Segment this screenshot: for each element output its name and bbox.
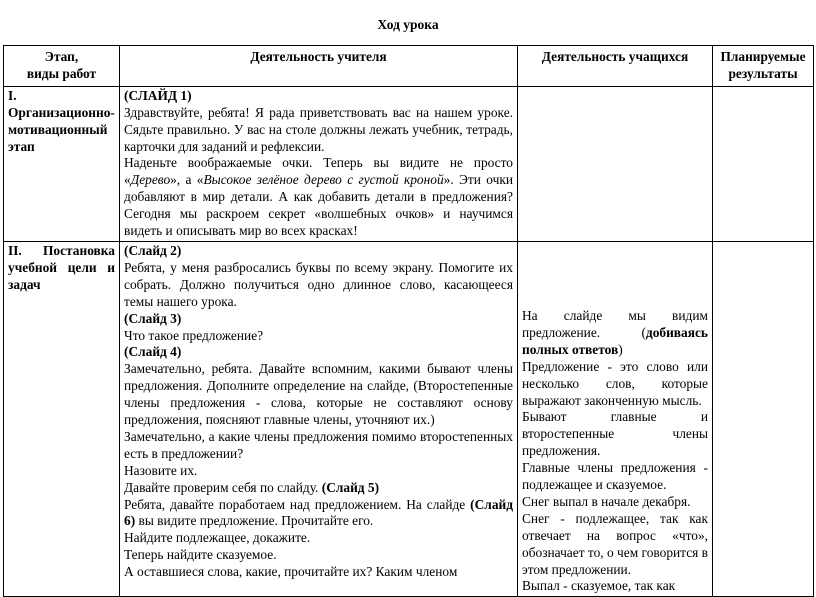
students-cell: [518, 86, 713, 241]
student-text: Снег - подлежащее, так как отвечает на вопрос «что», обозначает то, о чем говорится в этом предложении.: [522, 510, 708, 577]
stage-cell: [4, 86, 120, 241]
teacher-cell: [120, 86, 518, 241]
teacher-text: А оставшиеся слова, какие, прочитайте их? Каким членом: [124, 564, 458, 580]
text-span: Наденьте воображаемые очки. Теперь вы видите не просто «: [124, 155, 513, 188]
stage-text: Постановка: [42, 242, 115, 258]
results-cell: [713, 86, 814, 241]
table-row: [4, 86, 814, 241]
teacher-text: [124, 480, 513, 497]
stage-text: учебной цели и задач: [8, 259, 115, 292]
text-span-italic: Высокое зелёное дерево с густой кроной: [203, 172, 444, 188]
stage-text: Организационно-мотивационный этап: [8, 104, 115, 154]
teacher-text: Назовите их.: [124, 462, 198, 478]
student-text: Предложение - это слово или несколько слов, которые выражают законченную мысль.: [522, 358, 708, 408]
student-text: Главные члены предложения - подлежащее и сказуемое.: [522, 460, 708, 493]
text-span: », а «: [170, 172, 204, 188]
stage-number: II.: [8, 242, 22, 258]
slide-label: (Слайд 6): [124, 496, 513, 529]
slide-label: (Слайд 5): [321, 479, 380, 495]
teacher-text: Здравствуйте, ребята! Я рада приветствовать вас на нашем уроке. Сядьте правильно. У вас на столе должны лежать учебник, тетрадь, карточки для заданий и рефлексии.: [124, 104, 513, 154]
teacher-cell: [120, 241, 518, 596]
page-title: Ход урока: [377, 17, 439, 32]
text-span: Давайте проверим себя по слайду.: [124, 479, 322, 495]
lesson-table: [3, 45, 814, 597]
text-span: На слайде мы видим предложение. (: [522, 307, 708, 340]
text-span: Ребята, давайте поработаем над предложением. На слайде: [124, 496, 471, 512]
text-span: ): [618, 341, 623, 357]
teacher-text: Ребята, у меня разбросались буквы по всему экрану. Помогите их собрать. Должно получиться одно длинное слово, касающееся темы нашего урока.: [124, 259, 513, 309]
text-span-italic: Дерево: [130, 172, 171, 188]
slide-label: (Слайд 4): [124, 344, 182, 360]
stage-number: I.: [8, 87, 17, 103]
table-row: [4, 241, 814, 596]
slide-label: (СЛАЙД 1): [124, 87, 192, 103]
header-row: [4, 46, 814, 87]
teacher-text: Что такое предложение?: [124, 327, 264, 343]
header-stage: [4, 46, 120, 87]
header-results: [713, 46, 814, 87]
header-teacher: Деятельность учителя: [120, 46, 518, 87]
header-stage-line1: Этап,: [44, 49, 79, 64]
student-text: Бывают главные и второстепенные члены предложения.: [522, 409, 708, 459]
teacher-text: Теперь найдите сказуемое.: [124, 547, 277, 563]
slide-label: (Слайд 3): [124, 310, 182, 326]
text-span: ». Эти очки добавляют в мир детали. А как добавить детали в предложения? Сегодня мы раскроем секрет «волшебных очков» и научимся видеть и описывать мир во всех красках!: [124, 172, 513, 239]
teacher-text: [124, 497, 513, 531]
header-results-line2: результаты: [728, 65, 798, 81]
header-results-line1: Планируемые: [720, 49, 806, 64]
teacher-text: Найдите подлежащее, докажите.: [124, 530, 311, 546]
text-span: вы видите предложение. Прочитайте его.: [135, 513, 374, 529]
teacher-text: Замечательно, ребята. Давайте вспомним, какими бывают члены предложения. Дополните определение на слайде, (Второстепенные члены предложения - слова, которые не составляют основу предложения, поясняют главные члены, уточняют их.): [124, 361, 513, 428]
text-span-bold: добиваясь полных ответов: [522, 324, 708, 357]
student-text: [522, 308, 708, 359]
student-text: Снег выпал в начале декабря.: [522, 493, 691, 509]
header-stage-line2: виды работ: [26, 65, 97, 81]
teacher-text: Замечательно, а какие члены предложения помимо второстепенных есть в предложении?: [124, 428, 513, 461]
stage-heading: [8, 243, 115, 260]
slide-label: (Слайд 2): [124, 242, 182, 258]
header-students: Деятельность учащихся: [518, 46, 713, 87]
results-cell: [713, 241, 814, 596]
student-text: Выпал - сказуемое, так как: [522, 578, 676, 594]
teacher-text: [124, 155, 513, 240]
stage-cell: [4, 241, 120, 596]
students-cell: [518, 241, 713, 596]
